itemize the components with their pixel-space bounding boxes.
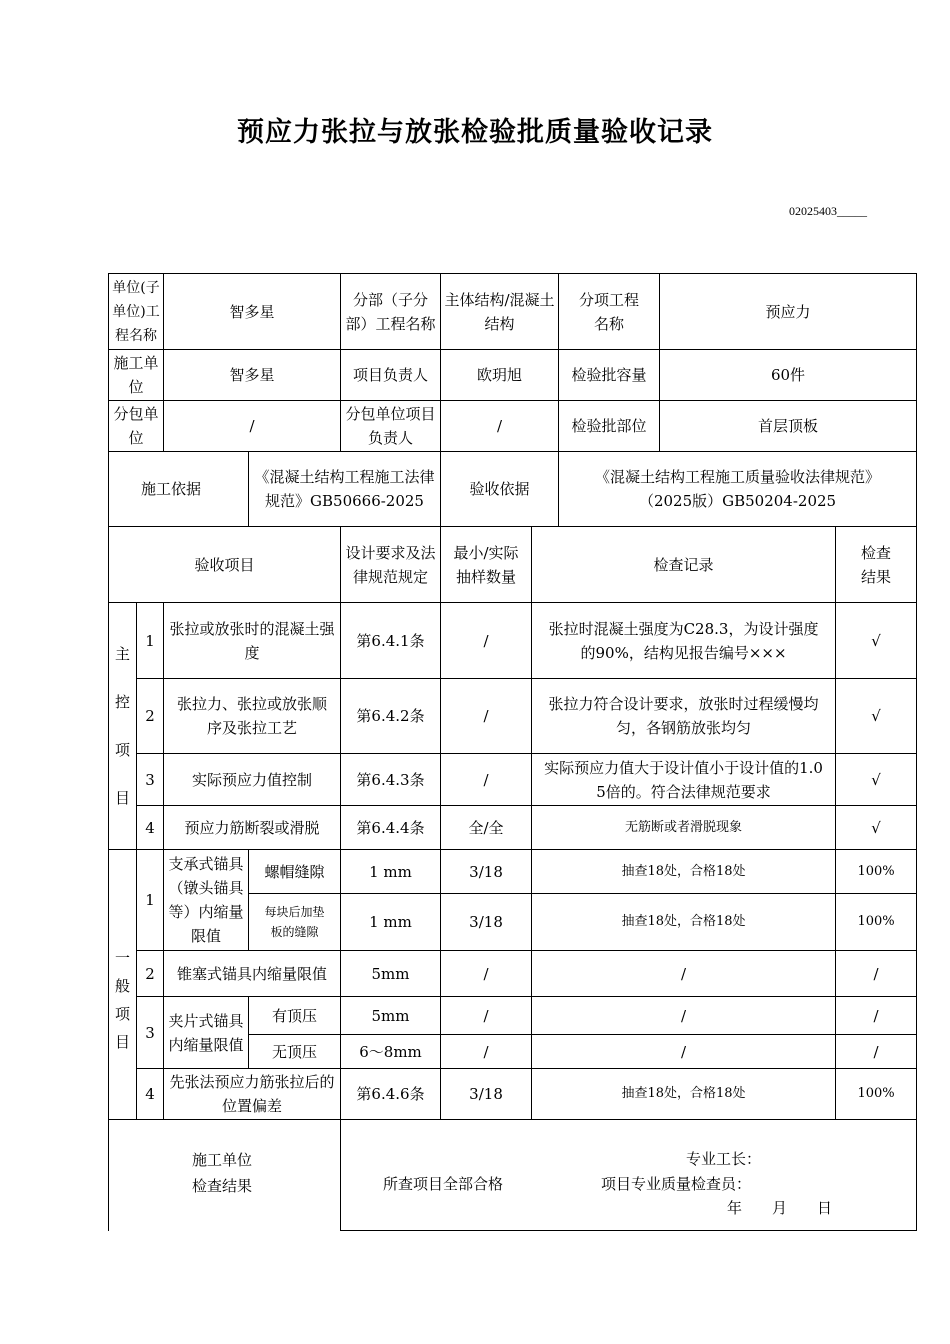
item-sample: /: [441, 679, 532, 754]
project-manager-value: 欧玥旭: [441, 350, 559, 401]
acceptance-basis-line-1: 《混凝土结构工程施工质量验收法律规范》: [595, 468, 881, 486]
item-number: 3: [137, 997, 164, 1069]
item-sub-name: 螺帽缝隙: [249, 850, 341, 894]
item-name: 张拉或放张时的混凝土强度: [164, 603, 341, 679]
item-number: 3: [137, 754, 164, 806]
item-name: 支承式锚具（镦头锚具等）内缩量限值: [164, 850, 249, 951]
item-design: 5mm: [341, 951, 441, 997]
item-result: 100%: [836, 894, 917, 951]
page-title: 预应力张拉与放张检验批质量验收记录: [237, 117, 713, 148]
subitem-value: 预应力: [660, 274, 917, 350]
general-item-row: [109, 1069, 917, 1120]
item-number: 2: [137, 679, 164, 754]
item-sample: /: [441, 951, 532, 997]
item-result: √: [836, 679, 917, 754]
unit-name-label: 单位(子单位)工程名称: [109, 274, 164, 350]
main-control-label: 主 控 项 目: [109, 603, 137, 850]
column-inspection-result: 检查结果: [836, 527, 917, 603]
item-design: 第6.4.4条: [341, 806, 441, 850]
main-item-row: [109, 603, 917, 679]
item-result: 100%: [836, 850, 917, 894]
document-number: 02025403_____: [789, 204, 867, 218]
item-name: 锥塞式锚具内缩量限值: [164, 951, 341, 997]
item-result: /: [836, 1035, 917, 1069]
foreman-signature-label: 专业工长：: [686, 1150, 762, 1168]
item-sample: 全/全: [441, 806, 532, 850]
subdivision-value: 主体结构/混凝土结构: [441, 274, 559, 350]
unit-name-value: 智多星: [164, 274, 341, 350]
item-result: /: [836, 997, 917, 1035]
item-name: 先张法预应力筋张拉后的位置偏差: [164, 1069, 341, 1120]
sign-date: 年 月 日: [727, 1199, 833, 1217]
item-result: /: [836, 951, 917, 997]
subitem-label: 分项工程名称: [559, 274, 660, 350]
item-number: 4: [137, 1069, 164, 1120]
item-record: 抽查18处，合格18处: [532, 1069, 836, 1120]
item-name: 张拉力、张拉或放张顺序及张拉工艺: [164, 679, 341, 754]
main-item-row: [109, 806, 917, 850]
project-manager-label: 项目负责人: [341, 350, 441, 401]
item-sample: 3/18: [441, 894, 532, 951]
item-result: 100%: [836, 1069, 917, 1120]
main-item-row: [109, 679, 917, 754]
item-record: /: [532, 1035, 836, 1069]
item-sample: /: [441, 997, 532, 1035]
item-name: 预应力筋断裂或滑脱: [164, 806, 341, 850]
contractor-label: 施工单位: [109, 350, 164, 401]
batch-capacity-value: 60件: [660, 350, 917, 401]
item-record: 无筋断或者滑脱现象: [532, 806, 836, 850]
item-design: 1 mm: [341, 850, 441, 894]
batch-location-value: 首层顶板: [660, 401, 917, 452]
item-number: 2: [137, 951, 164, 997]
item-sub-name: 无顶压: [249, 1035, 341, 1069]
item-sample: 3/18: [441, 1069, 532, 1120]
item-number: 4: [137, 806, 164, 850]
general-item-row: [109, 951, 917, 997]
item-record: 张拉时混凝土强度为C28.3，为设计强度的90%，结构见报告编号×××: [532, 603, 836, 679]
general-item-row: [109, 850, 917, 894]
item-number: 1: [137, 603, 164, 679]
sub-pm-label: 分包单位项目负责人: [341, 401, 441, 452]
item-design: 第6.4.6条: [341, 1069, 441, 1120]
item-design: 第6.4.2条: [341, 679, 441, 754]
column-design-requirement: 设计要求及法律规范规定: [341, 527, 441, 603]
general-item-row: [109, 997, 917, 1035]
item-number: 1: [137, 850, 164, 951]
contractor-check-result: [341, 1120, 917, 1231]
batch-location-label: 检验批部位: [559, 401, 660, 452]
acceptance-basis-label: 验收依据: [441, 452, 559, 527]
item-result: √: [836, 806, 917, 850]
item-result: √: [836, 754, 917, 806]
check-summary: 所查项目全部合格: [383, 1175, 504, 1193]
item-sub-name: 每块后加垫板的缝隙: [249, 894, 341, 951]
column-sample-size: 最小/实际抽样数量: [441, 527, 532, 603]
item-name: 夹片式锚具内缩量限值: [164, 997, 249, 1069]
inspection-record-table: [108, 273, 917, 1231]
item-record: 抽查18处，合格18处: [532, 894, 836, 951]
item-name: 实际预应力值控制: [164, 754, 341, 806]
inspector-signature-label: 项目专业质量检查员：: [601, 1175, 752, 1193]
acceptance-basis-line-2: （2025版）GB50204-2025: [638, 492, 837, 510]
subdivision-label: 分部（子分部）工程名称: [341, 274, 441, 350]
item-sample: /: [441, 754, 532, 806]
batch-capacity-label: 检验批容量: [559, 350, 660, 401]
general-item-label: 一 般 项 目: [109, 850, 137, 1120]
subcontractor-label: 分包单位: [109, 401, 164, 452]
sub-pm-value: /: [441, 401, 559, 452]
construction-basis-label: 施工依据: [109, 452, 249, 527]
contractor-value: 智多星: [164, 350, 341, 401]
item-design: 1 mm: [341, 894, 441, 951]
main-item-row: [109, 754, 917, 806]
item-design: 6～8mm: [341, 1035, 441, 1069]
column-inspection-record: 检查记录: [532, 527, 836, 603]
item-record: 张拉力符合设计要求，放张时过程缓慢均匀，各钢筋放张均匀: [532, 679, 836, 754]
item-design: 第6.4.1条: [341, 603, 441, 679]
column-acceptance-item: 验收项目: [109, 527, 341, 603]
acceptance-basis-value: [559, 452, 917, 527]
item-design: 第6.4.3条: [341, 754, 441, 806]
item-sub-name: 有顶压: [249, 997, 341, 1035]
construction-basis-value: 《混凝土结构工程施工法律规范》GB50666-2025: [249, 452, 441, 527]
item-design: 5mm: [341, 997, 441, 1035]
subcontractor-value: /: [164, 401, 341, 452]
item-record: 实际预应力值大于设计值小于设计值的1.05倍的。符合法律规范要求: [532, 754, 836, 806]
item-result: √: [836, 603, 917, 679]
item-record: 抽查18处，合格18处: [532, 850, 836, 894]
item-sample: /: [441, 603, 532, 679]
item-sample: /: [441, 1035, 532, 1069]
item-sample: 3/18: [441, 850, 532, 894]
item-record: /: [532, 997, 836, 1035]
contractor-check-label: 施工单位 检查结果: [109, 1120, 341, 1231]
item-record: /: [532, 951, 836, 997]
